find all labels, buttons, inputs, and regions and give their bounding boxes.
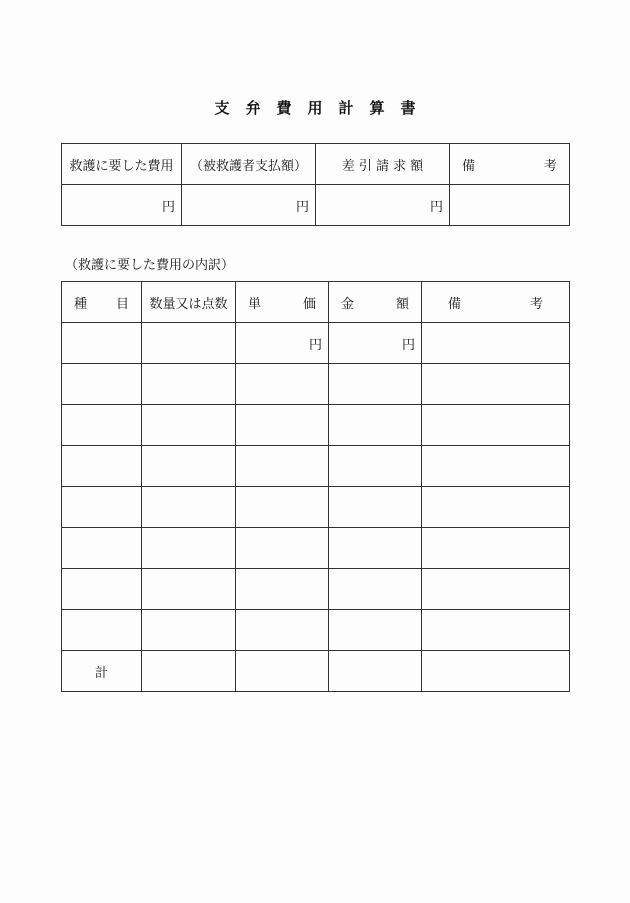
detail-table (61, 281, 570, 692)
header-char: 金 (341, 296, 355, 312)
detail-header-row (62, 282, 570, 323)
detail-cell[interactable] (422, 651, 570, 692)
detail-cell[interactable] (62, 323, 142, 364)
summary-header-row (62, 144, 570, 185)
detail-cell[interactable] (62, 610, 142, 651)
summary-header-claim: 差 引 請 求 額 (316, 144, 450, 185)
detail-cell[interactable] (236, 446, 329, 487)
header-char: 考 (529, 296, 543, 312)
summary-header-remarks (450, 144, 570, 185)
detail-cell[interactable] (236, 487, 329, 528)
detail-cell[interactable] (422, 528, 570, 569)
detail-cell[interactable] (422, 610, 570, 651)
detail-cell[interactable] (422, 487, 570, 528)
detail-cell[interactable] (142, 610, 236, 651)
detail-cell[interactable] (329, 610, 422, 651)
detail-cell[interactable] (329, 487, 422, 528)
total-row (62, 651, 570, 692)
document-title (0, 97, 630, 118)
table-row (62, 528, 570, 569)
detail-cell[interactable] (236, 364, 329, 405)
detail-cell[interactable] (329, 651, 422, 692)
header-char: 備 (448, 296, 462, 312)
detail-cell[interactable] (142, 651, 236, 692)
detail-cell[interactable] (236, 528, 329, 569)
summary-remarks-cell[interactable] (450, 185, 570, 226)
detail-cell[interactable] (329, 569, 422, 610)
title-char: 支 (214, 99, 230, 117)
header-char: 額 (395, 296, 409, 312)
title-char: 用 (307, 99, 323, 117)
detail-cell[interactable] (422, 405, 570, 446)
title-char: 弁 (245, 99, 261, 117)
table-row (62, 487, 570, 528)
detail-cell[interactable] (236, 651, 329, 692)
table-row (62, 610, 570, 651)
detail-header-type (62, 282, 142, 323)
detail-caption: （救護に要した費用の内訳） (65, 258, 235, 273)
table-row (62, 405, 570, 446)
summary-paid-cell[interactable]: 円 (182, 185, 316, 226)
detail-cell[interactable] (142, 528, 236, 569)
title-char: 費 (276, 99, 292, 117)
detail-cell[interactable] (142, 364, 236, 405)
detail-cell[interactable] (62, 446, 142, 487)
detail-cell[interactable] (329, 405, 422, 446)
detail-header-price (236, 282, 329, 323)
detail-price-cell[interactable]: 円 (236, 323, 329, 364)
header-char: 目 (115, 296, 129, 312)
detail-cell[interactable] (422, 364, 570, 405)
detail-cell[interactable] (142, 487, 236, 528)
detail-cell[interactable] (62, 487, 142, 528)
header-char: 単 (248, 296, 262, 312)
detail-cell[interactable] (329, 364, 422, 405)
table-row (62, 364, 570, 405)
detail-cell[interactable] (236, 405, 329, 446)
detail-cell[interactable] (236, 569, 329, 610)
detail-cell[interactable] (62, 569, 142, 610)
detail-cell[interactable] (422, 323, 570, 364)
summary-header-cost: 救護に要した費用 (62, 144, 182, 185)
remarks-char: 考 (543, 158, 557, 174)
detail-cell[interactable] (142, 405, 236, 446)
summary-value-row (62, 185, 570, 226)
detail-cell[interactable] (142, 446, 236, 487)
summary-claim-cell[interactable]: 円 (316, 185, 450, 226)
table-row (62, 323, 570, 364)
detail-header-remarks (422, 282, 570, 323)
detail-cell[interactable] (422, 569, 570, 610)
summary-header-paid: （被救護者支払額） (182, 144, 316, 185)
detail-cell[interactable] (142, 569, 236, 610)
detail-cell[interactable] (329, 528, 422, 569)
title-char: 計 (338, 99, 354, 117)
detail-cell[interactable] (62, 364, 142, 405)
table-row (62, 569, 570, 610)
remarks-char: 備 (462, 158, 476, 174)
summary-cost-cell[interactable]: 円 (62, 185, 182, 226)
detail-amount-cell[interactable]: 円 (329, 323, 422, 364)
detail-cell[interactable] (329, 446, 422, 487)
detail-cell[interactable] (62, 405, 142, 446)
detail-cell[interactable] (62, 528, 142, 569)
detail-header-amount (329, 282, 422, 323)
detail-cell[interactable] (236, 610, 329, 651)
title-char: 書 (400, 99, 416, 117)
header-char: 価 (302, 296, 316, 312)
title-char: 算 (369, 99, 385, 117)
summary-table (61, 143, 570, 226)
detail-header-qty: 数量又は点数 (142, 282, 236, 323)
total-label: 計 (62, 651, 142, 692)
detail-cell[interactable] (422, 446, 570, 487)
header-char: 種 (74, 296, 88, 312)
detail-cell[interactable] (142, 323, 236, 364)
table-row (62, 446, 570, 487)
